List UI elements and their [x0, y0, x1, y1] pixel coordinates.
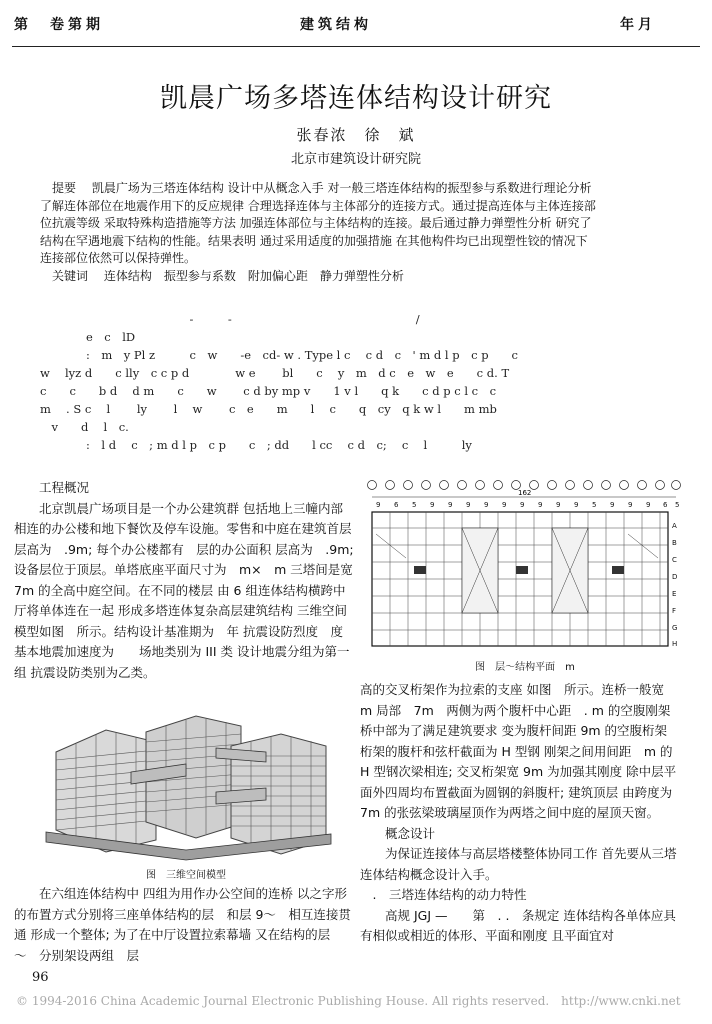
- subsection-heading: . 三塔连体结构的动力特性: [360, 887, 527, 902]
- row-label: C: [672, 556, 677, 564]
- paper-title: 凯晨广场多塔连体结构设计研究: [160, 83, 552, 114]
- english-line: e c lD: [40, 330, 136, 344]
- overall-dimension: 162: [518, 489, 532, 497]
- running-header-left: 第 卷第期: [14, 17, 104, 33]
- authors: 张春浓 徐 斌: [296, 126, 416, 144]
- english-abstract: [40, 310, 680, 454]
- english-line: : l d c ; m d l p c p c ; dd l cc c d c; c l ly: [40, 438, 472, 452]
- abstract-line: 了解连体部位在地震作用下的反应规律 合理选择连体与主体部分的连接方式。通过提高连体与主体连接部: [40, 198, 596, 213]
- span-label: 6: [663, 501, 668, 509]
- english-line: : m y Pl z c w -e cd- w . Type l c c d c ' m d l p c p c: [40, 348, 518, 362]
- copyright-footer: © 1994-2016 China Academic Journal Electronic Publishing House. All rights reserved. http://www.cnki.net: [16, 994, 681, 1008]
- abstract-line: 结构在罕遇地震下结构的性能。结果表明 通过采用适度的加强措施 在其他构件均已出现塑性铰的情况下: [40, 233, 588, 248]
- row-label: A: [672, 522, 677, 530]
- row-label: D: [672, 573, 678, 581]
- span-label: 9: [538, 501, 543, 509]
- section-heading: 概念设计: [360, 825, 436, 841]
- figure-floor-plan: [366, 478, 684, 650]
- running-header-center: 建筑结构: [300, 17, 372, 33]
- row-label: E: [672, 590, 677, 598]
- body-paragraph: 为保证连接体与高层塔楼整体协同工作 首先要从三塔连体结构概念设计入手。: [360, 846, 677, 882]
- row-label: G: [672, 624, 678, 632]
- affiliation: 北京市建筑设计研究院: [290, 152, 421, 167]
- english-line: m . S c l ly l w c e m l c q cy q k w l m mb: [40, 402, 497, 416]
- span-label: 9: [502, 501, 507, 509]
- left-column-text: [14, 478, 366, 683]
- span-label: 9: [556, 501, 561, 509]
- span-label: 9: [610, 501, 615, 509]
- running-header-right: 年月: [620, 17, 656, 33]
- floor-plan-drawing: [366, 478, 684, 650]
- body-paragraph: 高的交叉桁架作为拉索的支座 如图 所示。连桥一般宽 m 局部 7m 两侧为两个腹杆中心距 . m 的空腹刚架 桥中部为了满足建筑要求 变为腹杆间距 9m 的空腹桁架 桁架的腹杆和弦杆截面为 H 型钢 刚架之间用间距 m 的 H 型钢次梁相连; 交叉桁架宽 9m 为加强其刚度 除中层平面外四周均布置截面为圆钢的斜腹杆; 建筑顶层 由跨度为 7m 的张弦梁玻璃屋顶作为两塔之间中庭的屋顶天窗。: [360, 682, 685, 820]
- span-label: 9: [448, 501, 453, 509]
- abstract-line: 位抗震等级 采取特殊构造措施等方法 加强连体部位与主体结构的连接。最后通过静力弹塑性分析 研究了: [40, 216, 592, 230]
- section-heading: 工程概况: [14, 480, 90, 495]
- english-line: v d l c.: [40, 420, 129, 434]
- abstract-line: 连接部位依然可以保持弹性。: [40, 251, 197, 265]
- body-paragraph: 高规 JGJ — 第 . . 条规定 连体结构各单体应具有相似或相近的体形、平面和刚度 且平面宜对: [360, 907, 676, 943]
- span-label: 9: [466, 501, 471, 509]
- span-label: 5: [412, 501, 417, 509]
- english-line: w lyz d c lly c c p d w e bl c y m d c e w e c d. T: [40, 366, 510, 380]
- page-number: 96: [32, 970, 49, 985]
- row-label: H: [672, 640, 678, 648]
- span-label: 9: [574, 501, 579, 509]
- building-3d-drawing: [36, 712, 336, 862]
- span-label: 5: [675, 501, 680, 509]
- figure-1-caption: 图 三维空间模型: [146, 870, 226, 881]
- span-label: 9: [430, 501, 435, 509]
- abstract: [40, 180, 680, 285]
- left-column-text-2: [14, 884, 354, 966]
- right-column-text: [360, 680, 685, 947]
- span-label: 9: [628, 501, 633, 509]
- span-label: 6: [394, 501, 399, 509]
- span-label: 9: [520, 501, 525, 509]
- figure-3d-model: [36, 712, 336, 862]
- span-label: 9: [376, 501, 381, 509]
- abstract-line: 提要 凯晨广场为三塔连体结构 设计中从概念入手 对一般三塔连体结构的振型参与系数进行理论分析: [40, 181, 592, 195]
- body-paragraph: 北京凯晨广场项目是一个办公建筑群 包括地上三幢内部相连的办公楼和地下餐饮及停车设施。零售和中庭在建筑首层 层高为 .9m; 每个办公楼都有 层的办公面积 层高为 .9m; 设备层位于顶层。单塔底座平面尺寸为 m× m 三塔间是宽 7m 的全高中庭空间。在不同的楼层 由 6 组连体结构横跨中厅将单体连在一起 形成多塔连体复杂高层建筑结构 三维空间模型如图 所示。结构设计基准期为 年 抗震设防烈度 度 基本地震加速度为 场地类别为 III 类 设计地震分组为第一组 抗震设防类别为乙类。: [14, 500, 366, 680]
- span-label: 9: [484, 501, 489, 509]
- english-line: - - /: [40, 312, 420, 326]
- span-label: 5: [592, 501, 597, 509]
- span-label: 9: [646, 501, 651, 509]
- row-label: B: [672, 539, 677, 547]
- header-rule: [12, 46, 700, 47]
- figure-2-caption: 图 层～结构平面 m: [475, 662, 575, 673]
- english-line: c c b d d m c w c d by mp v 1 v l q k c d p c l c c: [40, 384, 497, 398]
- row-label: F: [672, 607, 677, 615]
- body-paragraph: 在六组连体结构中 四组为用作办公空间的连桥 以之字形的布置方式分别将三座单体结构的层 和层 9～ 相互连接贯通 形成一个整体; 为了在中厅设置拉索幕墙 又在结构的层 ～ 分别架设两组 层: [14, 886, 351, 963]
- keywords: 关键词 连体结构 振型参与系数 附加偏心距 静力弹塑性分析: [40, 268, 404, 283]
